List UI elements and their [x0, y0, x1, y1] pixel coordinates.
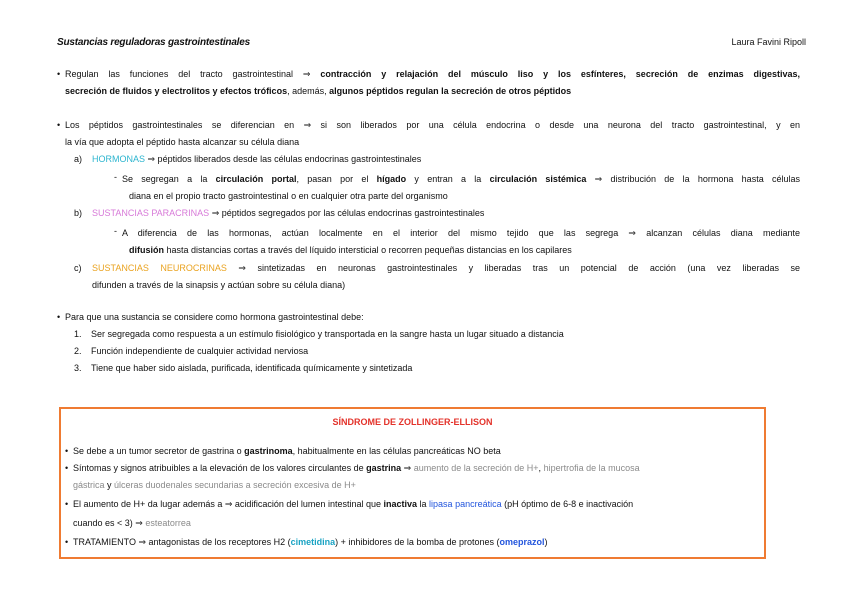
text-span: ⇒ péptidos segregados por las células endocrinas gastrointestinales — [209, 208, 485, 218]
bold-span: gastrina — [366, 463, 402, 473]
text-span: , habitualmente en las células pancreáticas NO beta — [292, 446, 501, 456]
text-span: Ser segregada como respuesta a un estímulo fisiológico y transportada en la sangre hasta un lugar situado a distancia — [91, 329, 564, 339]
grey-span: hipertrofia de la mucosa — [543, 463, 640, 473]
text-span: , además, — [287, 86, 330, 96]
document-title: Sustancias reguladoras gastrointestinales — [57, 37, 250, 48]
bold-span: circulación portal — [215, 174, 297, 184]
text-span: , pasan por el — [296, 174, 377, 184]
blue-span: lipasa pancreática — [429, 499, 502, 509]
bold-span: contracción y relajación del músculo liso y los esfínteres, secreción de enzimas digestivas, — [320, 69, 801, 79]
section-peptide-types — [57, 117, 800, 294]
bold-span: difusión — [129, 245, 164, 255]
box-paragraph — [65, 534, 758, 551]
box-title: SÍNDROME DE ZOLLINGER-ELLISON — [332, 417, 493, 427]
box-paragraph — [65, 496, 758, 513]
text-span: Función independiente de cualquier actividad nerviosa — [91, 346, 309, 356]
numbered-item — [57, 326, 800, 343]
drug-omeprazol: omeprazol — [499, 537, 545, 547]
bullet: • — [65, 499, 69, 509]
sub-item-line — [57, 242, 800, 259]
sub-item-line — [57, 225, 800, 242]
paragraph-line — [57, 309, 800, 326]
text-span: Síntomas y signos atribuibles a la elevación de los valores circulantes de — [73, 463, 367, 473]
sub-item-line: diana en el propio tracto gastrointestinal o en cualquier otra parte del organismo — [129, 191, 448, 201]
text-span: y — [104, 480, 115, 490]
text-span: Se debe a un tumor secretor de gastrina o — [73, 446, 245, 456]
zollinger-ellison-box — [59, 407, 766, 559]
bullet: • — [57, 312, 61, 322]
grey-span: úlceras duodenales secundarias a secreción excesiva de H+ — [114, 480, 356, 490]
text-span: El aumento de H+ da lugar además a ⇒ — [73, 499, 235, 509]
text-span: cuando es < 3) ⇒ — [73, 518, 146, 528]
text-span: Regulan las funciones del tracto gastrointestinal ⇒ — [65, 69, 321, 79]
bold-span: secreción de fluidos y electrolitos y efectos tróficos — [65, 86, 288, 96]
text-span: Se segregan a la — [122, 174, 216, 184]
box-paragraph — [65, 460, 758, 477]
bold-span: inactiva — [383, 499, 418, 509]
section-hormone-criteria — [57, 309, 800, 377]
box-body — [65, 443, 758, 551]
text-span: la — [417, 499, 430, 509]
text-span: acidificación del lumen intestinal — [234, 499, 364, 509]
text-span: y entran a la — [406, 174, 490, 184]
text-span: Para que una sustancia se considere como hormona gastrointestinal debe: — [65, 312, 364, 322]
text-span: ) + inhibidores de la bomba de protones ( — [335, 537, 500, 547]
text-span: ⇒ péptidos liberados desde las células endocrinas gastrointestinales — [145, 154, 422, 164]
text-span: ) — [544, 537, 548, 547]
list-item-neurocrinas — [57, 260, 800, 277]
bullet: • — [65, 463, 69, 473]
text-span: , — [538, 463, 544, 473]
dash-marker: - — [114, 172, 117, 182]
text-span: ⇒ distribución de la hormona hasta células — [586, 174, 800, 184]
term-hormonas: HORMONAS — [92, 154, 146, 164]
text-span: que — [363, 499, 384, 509]
box-paragraph-cont — [65, 477, 758, 494]
list-item-hormonas — [57, 151, 800, 168]
bold-span: gastrinoma — [244, 446, 293, 456]
text-span: ⇒ antagonistas de los receptores H2 ( — [136, 537, 291, 547]
numbered-item — [57, 343, 800, 360]
dash-marker: - — [114, 226, 117, 236]
number-marker: 3. — [74, 363, 82, 373]
paragraph-line — [57, 117, 800, 134]
section-regulation — [57, 66, 800, 100]
bullet: • — [57, 120, 61, 130]
text-span: TRATAMIENTO — [73, 537, 136, 547]
number-marker: 1. — [74, 329, 82, 339]
text-span: Tiene que haber sido aislada, purificada, identificada químicamente y sintetizada — [91, 363, 413, 373]
term-neurocrinas: SUSTANCIAS NEUROCRINAS — [92, 263, 227, 273]
text-span: A diferencia de las hormonas, actúan localmente en el interior del mismo tejido que las segrega ⇒ alcanzan células diana mediante — [122, 228, 800, 238]
bullet: • — [65, 446, 69, 456]
paragraph-line: difunden a través de la sinapsis y actúan sobre su célula diana) — [92, 280, 346, 290]
list-marker: c) — [74, 263, 82, 273]
sub-item-line — [57, 171, 800, 188]
grey-span: gástrica — [73, 480, 105, 490]
bullet: • — [57, 69, 61, 79]
term-paracrinas: SUSTANCIAS PARACRINAS — [92, 208, 210, 218]
text-span: Los péptidos gastrointestinales se diferencian en ⇒ si son liberados por una célula endocrina o desde una neurona del tracto gastrointestinal, y en — [65, 120, 800, 130]
bullet: • — [65, 537, 69, 547]
list-marker: b) — [74, 208, 83, 218]
text-span: hasta distancias cortas a través del líquido intersticial o recorren pequeñas distancias en los capilares — [164, 245, 572, 255]
text-span: ⇒ — [401, 463, 414, 473]
text-span: (pH óptimo de 6-8 e inactivación — [501, 499, 634, 509]
document-author: Laura Favini Ripoll — [731, 37, 806, 47]
numbered-item — [57, 360, 800, 377]
list-item-paracrinas — [57, 205, 800, 222]
bold-span: algunos péptidos regulan la secreción de otros péptidos — [329, 86, 572, 96]
drug-cimetidina: cimetidina — [290, 537, 336, 547]
list-marker: a) — [74, 154, 83, 164]
paragraph-line — [57, 83, 800, 100]
grey-span: esteatorrea — [145, 518, 191, 528]
number-marker: 2. — [74, 346, 82, 356]
paragraph-line — [57, 66, 800, 83]
box-paragraph-cont — [65, 515, 758, 532]
box-paragraph — [65, 443, 758, 460]
bold-span: circulación sistémica — [489, 174, 587, 184]
text-span: ⇒ sintetizadas en neuronas gastrointestinales y liberadas tras un potencial de acción (una vez liberadas se — [226, 263, 800, 273]
grey-span: aumento de la secreción de H+ — [413, 463, 539, 473]
paragraph-line: la vía que adopta el péptido hasta alcanzar su célula diana — [65, 137, 300, 147]
bold-span: hígado — [376, 174, 407, 184]
